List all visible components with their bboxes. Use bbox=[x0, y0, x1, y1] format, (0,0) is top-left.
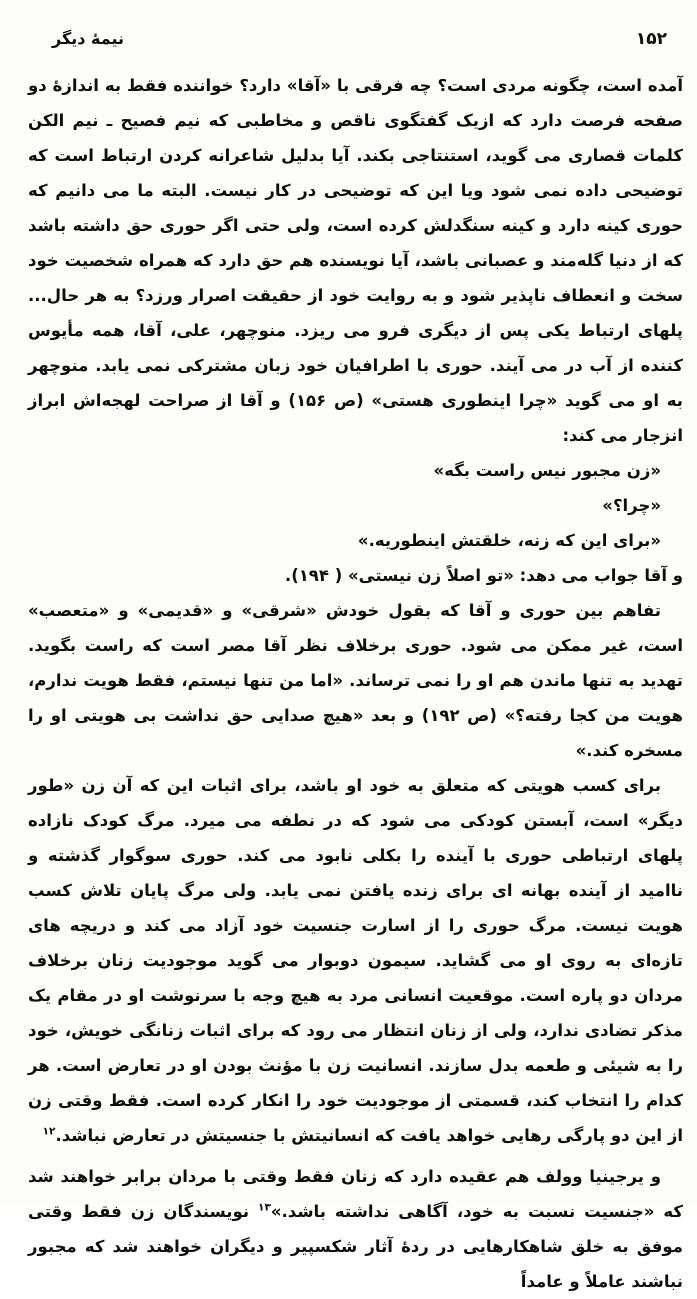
footnote-ref-12: ۱۲ bbox=[42, 1125, 56, 1138]
paragraph-woolf bbox=[28, 1159, 683, 1299]
dialogue-line-2: «چرا؟» bbox=[602, 496, 661, 515]
paragraph-identity bbox=[28, 768, 683, 1153]
page-number: ۱۵۲ bbox=[635, 29, 667, 49]
paragraph-identity-text: برای کسب هویتی که متعلق به خود او باشد، برای اثبات این که آن زن «طور دیگر» است، آبستن کودکی می شود که در نطفه می میرد. مرگ کودک نازاده پلهای ارتباطی حوری با آینده را بکلی نابود می کند. حوری سوگوار گذشته و ناامید از آینده بهانه ای برای زنده یافتن نمی یابد. ولی مرگ پایان تلاش کسب هویت نیست. مرگ حوری را از اسارت جنسیت خود آزاد می کند و دریچه های تازه‌ای به روی او می گشاید. سیمون دوبوار می گوید موجودیت زنان برخلاف مردان دو پاره است. موقعیت انسانی مرد به هیچ وجه با سرنوشت او در مقام یک مذکر تضادی ندارد، ولی از زنان انتظار می رود که برای اثبات زنانگی خویش، خود را به شیئی و طعمه بدل سازند. انسانیت زن با مؤنث بودن او در تعارض است. هر کدام را انتخاب کند، قسمتی از موجودیت خود را انکار کرده است. فقط وقتی زن از این دو پارگی رهایی خواهد یافت که انسانیتش با جنسیتش در تعارض نباشد. bbox=[28, 776, 683, 1145]
paragraph-woolf-text-after: نویسندگان زن فقط وقتی موفق به خلق شاهکارهایی در ردهٔ آثار شکسپیر و دیگران خواهند شد که مجبور نباشند عاملاً و عامداً bbox=[28, 1202, 683, 1291]
paragraph-continuation: آمده است، چگونه مردی است؟ چه فرقی با «آقا» دارد؟ خواننده فقط به اندازهٔ دو صفحه فرصت دارد که ازیک گفتگوی ناقص و مخاطبی که نیم فصیح ـ نیم الکن کلمات قصاری می گوید، استنتاجی بکند. آیا بدلیل شاعرانه کردن ارتباط است که توضیحی داده نمی شود ویا این که توضیحی در کار نیست. البته ما می دانیم که حوری کینه دارد و کینه سنگدلش کرده است، ولی حتی اگر حوری حق داشته باشد که از دنیا گله‌مند و عصبانی باشد، آیا نویسنده هم حق دارد که همراه شخصیت خود سخت و انعطاف ناپذیر شود و به روایت خود از حقیقت اصرار ورزد؟ به هر حال... پلهای ارتباط یکی پس از دیگری فرو می ریزد. منوچهر، علی، آقا، همه مأیوس کننده از آب در می آیند. حوری با اطرافیان خود زبان مشترکی نمی یابد. منوچهر به او می گوید «چرا اینطوری هستی» (ص ۱۵۶) و آقا از صراحت لهجه‌اش ابراز انزجار می کند: bbox=[28, 76, 683, 445]
footnote-ref-13: ۱۳ bbox=[258, 1201, 271, 1214]
paragraph-woolf-text-before: و یرجینیا وولف هم عقیده دارد که زنان فقط وقتی با مردان برابر خواهند شد که «جنسیت نسبت به خود، آگاهی نداشته باشد.» bbox=[28, 1167, 683, 1221]
page-body bbox=[0, 50, 697, 1299]
running-header bbox=[0, 0, 697, 50]
dialogue-line-1: «زن مجبور نیس راست بگه» bbox=[433, 461, 661, 480]
agha-reply-line: و آقا جواب می دهد: «تو اصلاً زن نیستی» ( ۱۹۴). bbox=[284, 566, 683, 585]
running-title: نیمهٔ دیگر bbox=[52, 29, 125, 48]
paragraph-tafahom: تفاهم بین حوری و آقا که بقول خودش «شرقی» و «قدیمی» و «متعصب» است، غیر ممکن می شود. حوری برخلاف نظر آقا مصر است که راست بگوید. تهدید به تنها ماندن هم او را نمی ترساند. «اما من تنها نیستم، فقط هویت ندارم، هویت من کجا رفته؟» (ص ۱۹۲) و بعد «هیچ صدایی حق نداشت بی هویتی او را مسخره کند.» bbox=[28, 601, 683, 760]
dialogue-line-3: «برای این که زنه، خلقتش اینطوریه.» bbox=[357, 531, 661, 550]
